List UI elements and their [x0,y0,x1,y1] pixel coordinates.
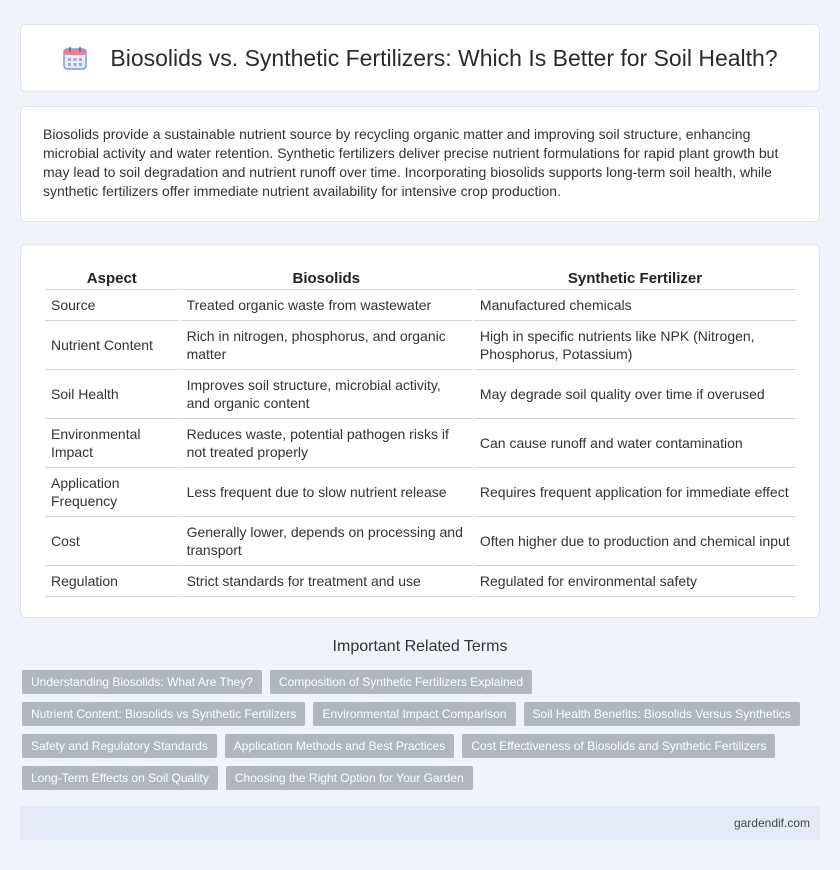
related-term-link[interactable]: Choosing the Right Option for Your Garden [226,766,473,790]
cell-aspect: Soil Health [45,370,179,419]
related-term-link[interactable]: Long-Term Effects on Soil Quality [22,766,218,790]
related-terms-title: Important Related Terms [332,638,508,655]
related-term-link[interactable]: Application Methods and Best Practices [225,734,454,758]
cell-biosolids: Less frequent due to slow nutrient release [181,468,472,517]
cell-aspect: Cost [45,517,179,566]
table-row [45,517,796,566]
header-aspect: Aspect [45,265,179,290]
comparison-table-card [20,244,820,618]
related-term-link[interactable]: Cost Effectiveness of Biosolids and Synthetic Fertilizers [462,734,775,758]
cell-biosolids: Rich in nitrogen, phosphorus, and organic matter [181,321,472,370]
table-row [45,321,796,370]
table-row [45,468,796,517]
cell-synthetic: Can cause runoff and water contamination [474,419,796,468]
cell-synthetic: High in specific nutrients like NPK (Nitrogen, Phosphorus, Potassium) [474,321,796,370]
intro-card [20,106,820,222]
cell-biosolids: Treated organic waste from wastewater [181,290,472,321]
cell-biosolids: Strict standards for treatment and use [181,566,472,597]
table-row [45,370,796,419]
table-row [45,566,796,597]
cell-synthetic: Requires frequent application for immediate effect [474,468,796,517]
cell-synthetic: Regulated for environmental safety [474,566,796,597]
related-term-link[interactable]: Nutrient Content: Biosolids vs Synthetic Fertilizers [22,702,305,726]
related-term-link[interactable]: Composition of Synthetic Fertilizers Explained [270,670,532,694]
cell-aspect: Source [45,290,179,321]
cell-synthetic: May degrade soil quality over time if overused [474,370,796,419]
cell-aspect: Regulation [45,566,179,597]
related-terms-list [22,670,822,790]
cell-aspect: Application Frequency [45,468,179,517]
cell-aspect: Nutrient Content [45,321,179,370]
cell-synthetic: Manufactured chemicals [474,290,796,321]
related-term-link[interactable]: Safety and Regulatory Standards [22,734,217,758]
footer [20,806,820,840]
page-header [20,24,820,92]
related-term-link[interactable]: Understanding Biosolids: What Are They? [22,670,262,694]
comparison-table [43,265,798,597]
site-link[interactable]: gardendif.com [733,816,810,830]
table-row [45,290,796,321]
cell-aspect: Environmental Impact [45,419,179,468]
intro-text: Biosolids provide a sustainable nutrient source by recycling organic matter and improving soil structure, enhancing microbial activity and water retention. Synthetic fertilizers deliver precise nutrient formulations for rapid plant growth but may lead to soil degradation and nutrient runoff over time. Incorporating biosolids supports long-term soil health, while synthetic fertilizers offer immediate nutrient availability for intensive crop production. [43,126,779,199]
calendar-icon [62,45,88,71]
related-term-link[interactable]: Soil Health Benefits: Biosolids Versus Synthetics [524,702,800,726]
related-term-link[interactable]: Environmental Impact Comparison [313,702,515,726]
cell-synthetic: Often higher due to production and chemical input [474,517,796,566]
header-synthetic: Synthetic Fertilizer [474,265,796,290]
cell-biosolids: Reduces waste, potential pathogen risks if not treated properly [181,419,472,468]
cell-biosolids: Generally lower, depends on processing and transport [181,517,472,566]
page-title: Biosolids vs. Synthetic Fertilizers: Which Is Better for Soil Health? [110,44,778,71]
table-row [45,419,796,468]
header-biosolids: Biosolids [181,265,472,290]
cell-biosolids: Improves soil structure, microbial activity, and organic content [181,370,472,419]
